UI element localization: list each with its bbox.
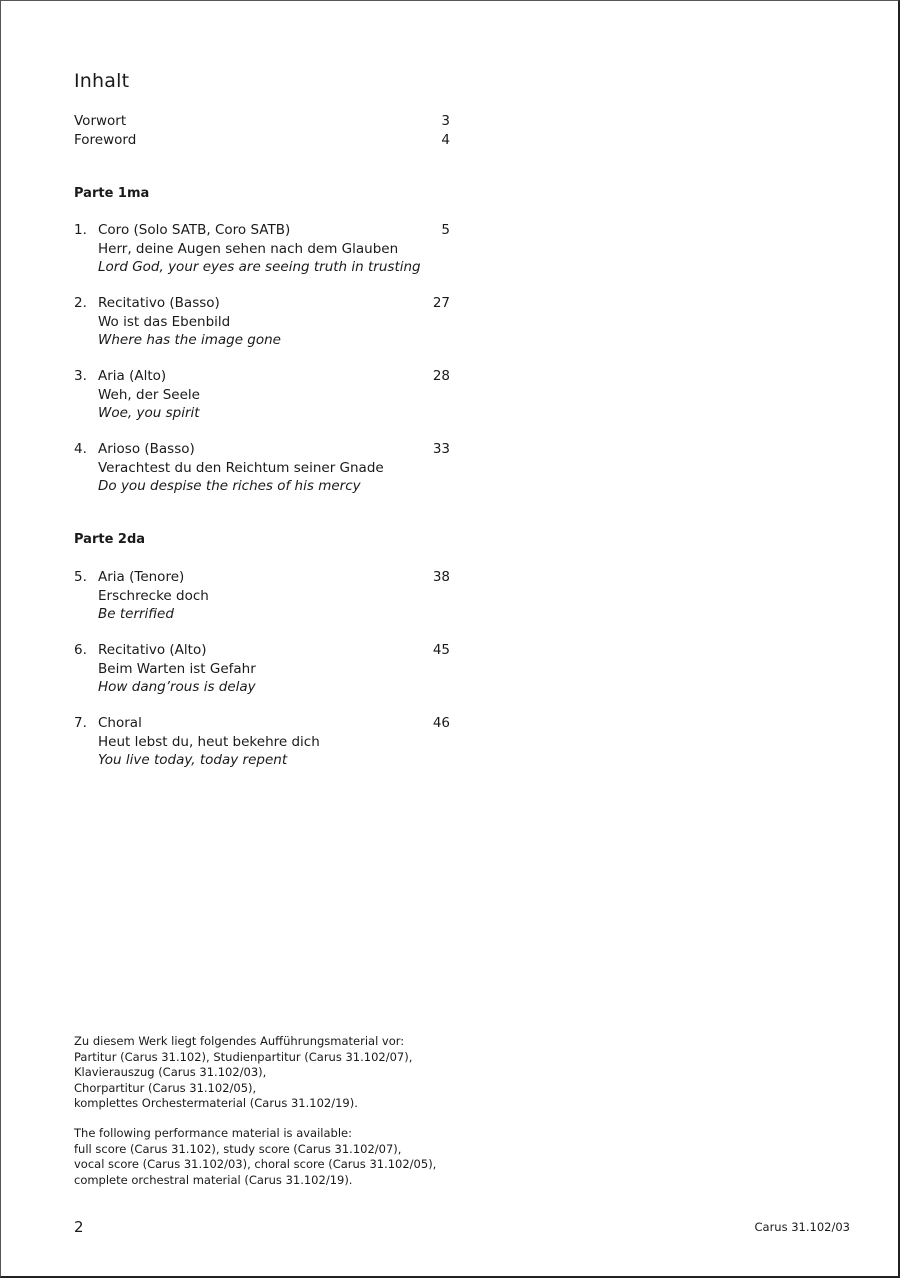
entry-page: 38 [432,569,450,585]
toc-entry-6[interactable] [74,641,450,697]
note-line: Klavierauszug (Carus 31.102/03), [74,1065,267,1079]
entry-number: 5. [74,569,87,585]
entry-title-de: Herr, deine Augen sehen nach dem Glauben [98,240,399,257]
entry-number: 7. [74,715,87,731]
toc-entry-2[interactable] [74,294,450,350]
note-line: The following performance material is available: [74,1126,352,1140]
entry-page: 5 [441,222,450,238]
section-title-part-2: Parte 2da [74,532,146,547]
entry-type: Coro (Solo SATB, Coro SATB) [98,222,291,238]
catalog-number: Carus 31.102/03 [754,1220,850,1234]
entry-number: 2. [74,295,87,311]
entry-title-de: Beim Warten ist Gefahr [98,660,256,677]
page-number: 2 [74,1218,84,1236]
toc-label: Vorwort [74,113,127,129]
toc-entry-5[interactable] [74,568,450,624]
toc-entry-1[interactable] [74,221,450,277]
entry-title-en: You live today, today repent [98,752,288,768]
note-line: Zu diesem Werk liegt folgendes Aufführungsmaterial vor: [74,1034,405,1048]
entry-type: Aria (Alto) [98,368,167,384]
entry-title-de: Erschrecke doch [98,587,209,604]
entry-title-de: Heut lebst du, heut bekehre dich [98,733,320,750]
entry-title-de: Wo ist das Ebenbild [98,313,231,330]
entry-title-en: Where has the image gone [98,332,281,348]
note-line: Chorpartitur (Carus 31.102/05), [74,1080,257,1095]
entry-title-en: How dang’rous is delay [98,679,256,695]
entry-type: Aria (Tenore) [98,569,185,585]
entry-page: 28 [432,368,450,384]
performance-material-de [74,1034,494,1112]
entry-title-en: Be terrified [98,606,174,622]
toc-row-vorwort[interactable] [74,112,450,131]
note-line: complete orchestral material (Carus 31.102/19). [74,1172,353,1187]
note-line: vocal score (Carus 31.102/03), choral score (Carus 31.102/05), [74,1157,437,1171]
performance-material-en [74,1126,494,1188]
entry-type: Recitativo (Alto) [98,642,207,658]
entry-number: 3. [74,368,87,384]
entry-title-en: Do you despise the riches of his mercy [98,478,361,494]
entry-page: 45 [432,642,450,658]
toc-page: 4 [441,131,450,148]
entry-page: 46 [432,715,450,731]
note-line: komplettes Orchestermaterial (Carus 31.102/19). [74,1096,358,1110]
entry-title-de: Verachtest du den Reichtum seiner Gnade [98,459,384,476]
section-title-part-1: Parte 1ma [74,186,150,201]
entry-page: 33 [432,441,450,457]
toc-row-foreword[interactable] [74,131,450,150]
entry-type: Choral [98,715,142,731]
entry-number: 1. [74,222,87,238]
toc-entry-7[interactable] [74,714,450,770]
entry-title-en: Woe, you spirit [98,405,200,421]
toc-entry-4[interactable] [74,440,450,496]
entry-type: Arioso (Basso) [98,441,195,457]
toc-label: Foreword [74,131,137,148]
front-matter-list [74,112,450,149]
entry-title-de: Weh, der Seele [98,386,200,403]
note-line: full score (Carus 31.102), study score (Carus 31.102/07), [74,1141,402,1156]
entry-number: 4. [74,441,87,457]
toc-page: 3 [441,113,450,129]
entry-title-en: Lord God, your eyes are seeing truth in trusting [98,259,421,275]
note-line: Partitur (Carus 31.102), Studienpartitur (Carus 31.102/07), [74,1049,413,1064]
entry-page: 27 [432,295,450,311]
page-title: Inhalt [74,70,130,92]
toc-entry-3[interactable] [74,367,450,423]
entry-number: 6. [74,642,87,658]
entry-type: Recitativo (Basso) [98,295,220,311]
